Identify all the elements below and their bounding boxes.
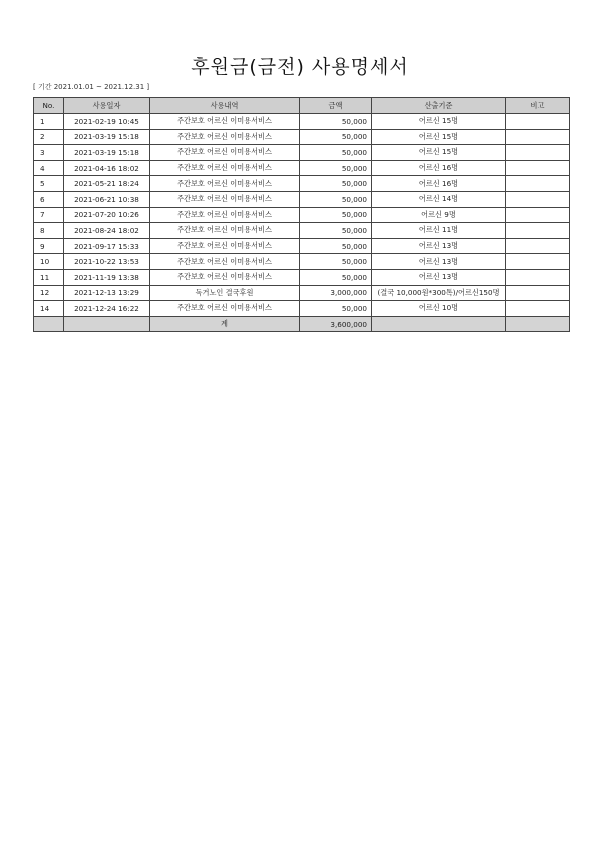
cell-note — [506, 254, 570, 270]
total-blank — [506, 316, 570, 332]
cell-no: 14 — [34, 301, 64, 317]
cell-amount: 50,000 — [300, 191, 372, 207]
cell-note — [506, 160, 570, 176]
header-description: 사용내역 — [150, 98, 300, 114]
cell-description: 주간보호 어르신 이미용서비스 — [150, 191, 300, 207]
cell-no: 9 — [34, 238, 64, 254]
cell-description: 주간보호 어르신 이미용서비스 — [150, 160, 300, 176]
cell-date: 2021-07-20 10:26 — [64, 207, 150, 223]
cell-note — [506, 191, 570, 207]
cell-date: 2021-12-13 13:29 — [64, 285, 150, 301]
period-label: [ 기간 2021.01.01 ~ 2021.12.31 ] — [33, 83, 150, 91]
cell-basis: 어르신 10명 — [372, 301, 506, 317]
cell-basis: 어르신 16명 — [372, 160, 506, 176]
cell-note — [506, 285, 570, 301]
total-blank — [372, 316, 506, 332]
header-no: No. — [34, 98, 64, 114]
cell-basis: 어르신 13명 — [372, 269, 506, 285]
cell-note — [506, 176, 570, 192]
cell-basis: 어르신 11명 — [372, 223, 506, 239]
cell-date: 2021-03-19 15:18 — [64, 145, 150, 161]
table-row — [34, 301, 570, 317]
cell-date: 2021-09-17 15:33 — [64, 238, 150, 254]
header-date: 사용일자 — [64, 98, 150, 114]
cell-amount: 50,000 — [300, 176, 372, 192]
cell-note — [506, 223, 570, 239]
cell-note — [506, 145, 570, 161]
cell-date: 2021-11-19 13:38 — [64, 269, 150, 285]
cell-basis: 어르신 15명 — [372, 114, 506, 130]
cell-date: 2021-12-24 16:22 — [64, 301, 150, 317]
total-row — [34, 316, 570, 332]
cell-amount: 50,000 — [300, 160, 372, 176]
cell-basis: 어르신 15명 — [372, 129, 506, 145]
cell-basis: (결국 10,000원*300톡)/어르신150명 — [372, 285, 506, 301]
cell-no: 11 — [34, 269, 64, 285]
total-blank — [34, 316, 64, 332]
table-row — [34, 207, 570, 223]
total-amount: 3,600,000 — [300, 316, 372, 332]
header-amount: 금액 — [300, 98, 372, 114]
header-row — [34, 98, 570, 114]
cell-amount: 3,000,000 — [300, 285, 372, 301]
cell-amount: 50,000 — [300, 223, 372, 239]
cell-no: 3 — [34, 145, 64, 161]
cell-no: 12 — [34, 285, 64, 301]
cell-no: 6 — [34, 191, 64, 207]
cell-amount: 50,000 — [300, 207, 372, 223]
table-row — [34, 285, 570, 301]
cell-description: 주간보호 어르신 이미용서비스 — [150, 207, 300, 223]
header-note: 비고 — [506, 98, 570, 114]
cell-no: 7 — [34, 207, 64, 223]
cell-description: 주간보호 어르신 이미용서비스 — [150, 114, 300, 130]
cell-amount: 50,000 — [300, 269, 372, 285]
cell-date: 2021-03-19 15:18 — [64, 129, 150, 145]
cell-date: 2021-05-21 18:24 — [64, 176, 150, 192]
cell-basis: 어르신 9명 — [372, 207, 506, 223]
cell-no: 8 — [34, 223, 64, 239]
cell-amount: 50,000 — [300, 145, 372, 161]
total-blank — [64, 316, 150, 332]
cell-description: 주간보호 어르신 이미용서비스 — [150, 238, 300, 254]
cell-description: 주간보호 어르신 이미용서비스 — [150, 223, 300, 239]
cell-description: 주간보호 어르신 이미용서비스 — [150, 254, 300, 270]
cell-note — [506, 114, 570, 130]
cell-basis: 어르신 14명 — [372, 191, 506, 207]
table-row — [34, 114, 570, 130]
table-row — [34, 191, 570, 207]
cell-note — [506, 207, 570, 223]
cell-date: 2021-08-24 18:02 — [64, 223, 150, 239]
cell-basis: 어르신 15명 — [372, 145, 506, 161]
cell-basis: 어르신 13명 — [372, 238, 506, 254]
table-row — [34, 145, 570, 161]
usage-table — [33, 97, 570, 332]
table-row — [34, 269, 570, 285]
table-row — [34, 176, 570, 192]
cell-no: 4 — [34, 160, 64, 176]
cell-basis: 어르신 13명 — [372, 254, 506, 270]
cell-date: 2021-04-16 18:02 — [64, 160, 150, 176]
cell-description: 주간보호 어르신 이미용서비스 — [150, 145, 300, 161]
cell-description: 주간보호 어르신 이미용서비스 — [150, 269, 300, 285]
cell-description: 주간보호 어르신 이미용서비스 — [150, 176, 300, 192]
cell-no: 2 — [34, 129, 64, 145]
header-basis: 산출기준 — [372, 98, 506, 114]
cell-amount: 50,000 — [300, 254, 372, 270]
cell-note — [506, 301, 570, 317]
cell-date: 2021-06-21 10:38 — [64, 191, 150, 207]
total-label: 계 — [150, 316, 300, 332]
cell-no: 1 — [34, 114, 64, 130]
cell-note — [506, 129, 570, 145]
cell-date: 2021-02-19 10:45 — [64, 114, 150, 130]
cell-no: 10 — [34, 254, 64, 270]
cell-note — [506, 238, 570, 254]
table-row — [34, 129, 570, 145]
cell-amount: 50,000 — [300, 114, 372, 130]
cell-basis: 어르신 16명 — [372, 176, 506, 192]
cell-amount: 50,000 — [300, 238, 372, 254]
table-row — [34, 254, 570, 270]
document-title: 후원금(금전) 사용명세서 — [191, 56, 409, 78]
table-row — [34, 238, 570, 254]
cell-no: 5 — [34, 176, 64, 192]
table-row — [34, 223, 570, 239]
cell-note — [506, 269, 570, 285]
cell-amount: 50,000 — [300, 129, 372, 145]
cell-description: 주간보호 어르신 이미용서비스 — [150, 129, 300, 145]
table-row — [34, 160, 570, 176]
cell-amount: 50,000 — [300, 301, 372, 317]
cell-description: 주간보호 어르신 이미용서비스 — [150, 301, 300, 317]
cell-description: 독거노인 결국후원 — [150, 285, 300, 301]
cell-date: 2021-10-22 13:53 — [64, 254, 150, 270]
